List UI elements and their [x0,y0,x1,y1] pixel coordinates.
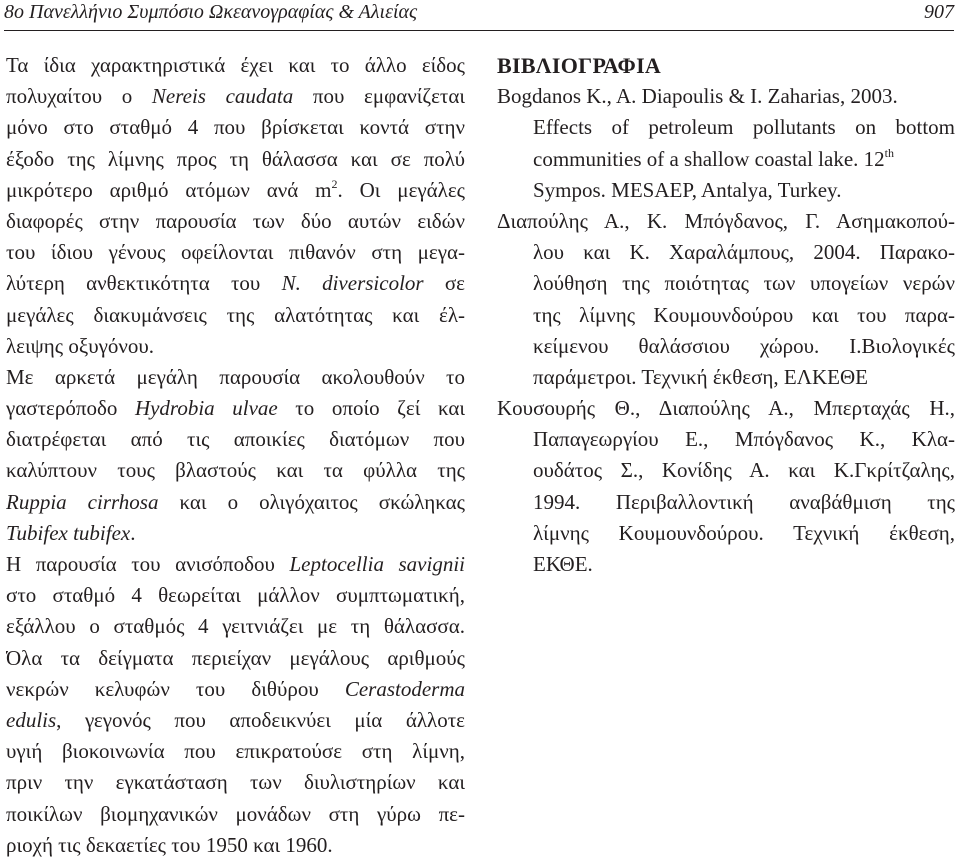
reference-line: της λίμνης Κουμουνδούρου και του παρα- [533,302,955,327]
text-line: Tubifex tubifex. [6,520,136,545]
species-name: edulis [6,707,57,732]
text-line: πριν την εγκατάσταση των διυλιστηρίων και [6,770,465,795]
species-name: Leptocellia savignii [289,552,465,576]
text-line: edulis, γεγονός που αποδεικνύει μία άλλοτε [6,707,465,732]
text-line: καλύπτουν τους βλαστούς και τα φύλλα της [6,458,465,483]
text-line: εξάλλου ο σταθμός 4 γειτνιάζει με τη θάλασσα. [6,614,465,639]
text-line: Η παρουσία του ανισόποδου Leptocellia savignii [6,552,465,576]
left-column [6,50,465,861]
text-line: Τα ίδια χαρακτηριστικά έχει και το άλλο είδος [6,53,465,77]
reference-line: ΕΚΘΕ. [533,552,593,576]
text-line: γαστερόποδο Hydrobia ulvae το οποίο ζεί και [6,396,465,421]
reference-line: Bogdanos K., A. Diapoulis & I. Zaharias, 2003. [497,84,898,109]
text-line: μόνο στο σταθμό 4 που βρίσκεται κοντά στην [6,115,465,140]
text-line: μεγάλες διακυμάνσεις της αλατότητας και έλ- [6,302,465,327]
text-line: μικρότερο αριθμό ατόμων ανά $m^2$. Οι μεγάλες [6,176,465,202]
reference-line: Διαπούλης Α., Κ. Μπόγδανος, Γ. Ασημακοπού- [497,208,955,233]
reference-line: Sympos. MESAEP, Antalya, Turkey. [533,177,842,202]
reference-line: Παπαγεωργίου Ε., Μπόγδανος Κ., Κλα- [533,427,955,452]
text-line: Ruppia cirrhosa και ο ολιγόχαιτος σκώληκας [6,489,465,514]
text-line: διατρέφεται από τις αποικίες διατόμων που [6,427,465,452]
header-conference-title: 8ο Πανελλήνιο Συμπόσιο Ωκεανογραφίας & Αλιείας [4,1,418,23]
text-line: έξοδο της λίμνης προς τη θάλασσα και σε πολύ [6,146,465,171]
reference-line: 1994. Περιβαλλοντική αναβάθμιση της [533,489,955,514]
reference-line: ουδάτος Σ., Κονίδης Α. και Κ.Γκρίτζαλης, [533,458,955,483]
text-line: λύτερη ανθεκτικότητα του N. diversicolor σε [6,271,465,296]
reference-line: communities of a shallow coastal lake. 12th [533,145,895,171]
right-column [497,50,955,580]
bibliography-heading: ΒΙΒΛΙΟΓΡΑΦΙΑ [497,53,662,78]
text-line: πολυχαίτου ο Nereis caudata που εμφανίζεται [6,84,465,109]
running-header [4,0,954,31]
reference-line: λίμνης Κουμουνδούρου. Τεχνική έκθεση, [533,520,955,545]
species-name: Hydrobia ulvae [134,396,278,421]
text-line: νεκρών κελυφών του διθύρου Cerastoderma [6,676,465,701]
text-line: ποικίλων βιομηχανικών μονάδων στη γύρω πε- [6,801,465,826]
text-line: διαφορές στην παρουσία των δύο αυτών ειδών [6,208,465,233]
species-name: Nereis caudata [151,84,294,109]
reference-line: κείμενου θαλάσσιου χώρου. Ι.Βιολογικές [533,333,955,358]
reference-line: λούθηση της ποιότητας των υπογείων νερών [533,271,955,296]
text-line: λειψης οξυγόνου. [6,333,155,358]
text-line: στο σταθμό 4 θεωρείται μάλλον συμπτωματική, [6,583,465,608]
species-name: N. diversicolor [281,271,424,296]
text-line: του ίδιου γένους οφείλονται πιθανόν στη μεγα- [6,240,465,265]
reference-line: λου και Κ. Χαραλάμπους, 2004. Παρακο- [533,240,955,265]
species-name: Tubifex tubifex [6,520,131,545]
reference-line: Κουσουρής Θ., Διαπούλης Α., Μπερταχάς Η., [497,396,955,421]
text-line: Με αρκετά μεγάλη παρουσία ακολουθούν το [6,364,465,389]
header-page-number: 907 [924,1,954,23]
species-name: Ruppia cirrhosa [6,489,159,514]
text-line: ριοχή τις δεκαετίες του 1950 και 1960. [6,832,333,857]
text-line: Όλα τα δείγματα περιείχαν μεγάλους αριθμούς [6,645,465,670]
text-line: υγιή βιοκοινωνία που επικρατούσε στη λίμνη, [6,739,465,764]
reference-line: παράμετροι. Τεχνική έκθεση, ΕΛΚΕΘΕ [533,364,868,389]
reference-line: Effects of petroleum pollutants on bottom [533,115,955,140]
species-name: Cerastoderma [344,676,465,701]
